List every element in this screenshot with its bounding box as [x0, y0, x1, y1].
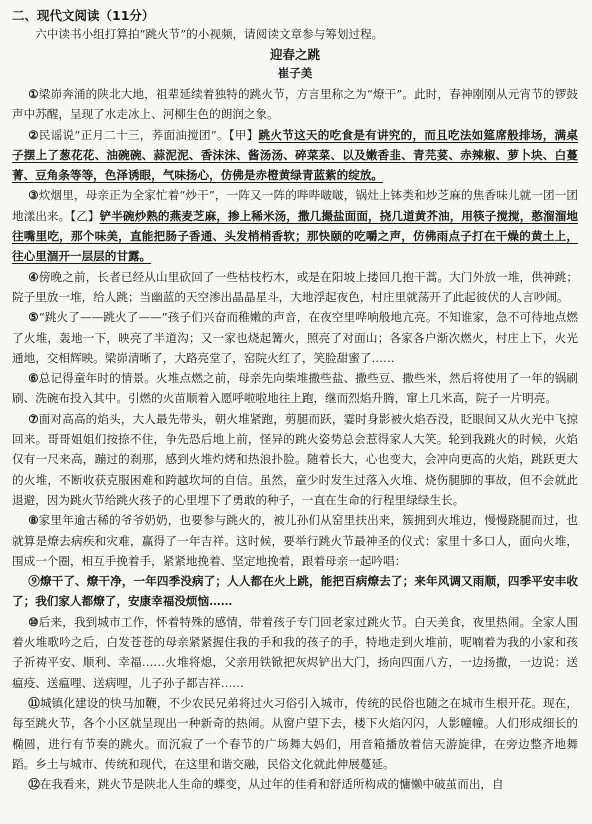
- paragraph-6: ⑥总记得童年时的情景。火堆点燃之前，母亲先向柴堆撒些盐、撒些豆、撒些米，然后将使用了一年的锅刷刷、洗碗布投入其中。引燃的火苗顺着入愿呼啦啦地往上跑，继而烈焰升腾，窜上几米高，院子一片明亮。: [12, 371, 578, 406]
- paragraph-2: ②民谣说“正月二十三，荞面油搅团”。【甲】跳火节这天的吃食是有讲究的，而且吃法如筵席般排场，满桌子摆上了葱花花、油碗碗、蒜泥泥、香沫沫、酱汤汤、碎菜菜、以及嫩香韭、青芫荽、赤辣椒、萝卜块、白蔓菁、豆角条等等，色泽诱眼，气味扬心，仿佛是赤橙黄绿青蓝紫的绽放。: [12, 127, 578, 183]
- paragraph-11: ⑪城镇化建设的快马加鞭，不少农民兄弟将过火习俗引入城市，传统的民俗也随之在城市生根开花。现在，每至跳火节，各个小区就呈现出一种新奇的热闹。从窗户望下去，楼下火焰闪闪，人影幢幢。人们形成细长的椭圆，进行有节奏的跳火。而沉寂了一个春节的广场舞大妈们，用音箱播放着信天游旋律，在旁边整齐地舞蹈。乡土与城市、传统和现代，在这里和谐交融，民俗文化就此伸展蔓延。: [12, 695, 578, 771]
- paragraph-12: ⑫在我看来，跳火节是陕北人生命的蝶变，从过年的佳肴和舒适所构成的慵懒中破茧而出，自: [28, 777, 504, 792]
- paragraph-10: ⑩后来，我到城市工作，怀着特殊的感情，带着孩子专门回老家过跳火节。白天美食，夜里热闹。全家人围着火堆歌吟之后，白发苍苍的母亲紧紧握住我的手和我的孩子的手，特地走到火堆前，呢喃着为我的小家和孩子祈祷平安、顺利、幸福……火堆将熄，父亲用铁锨把灰烬铲出大门，扬向四面八方，一边扬撒，一边说：送瘟疫、送瘟哩、送病哩，儿子孙子都吉祥……: [12, 614, 578, 690]
- section-heading: 二、现代文阅读（11分）: [12, 8, 155, 23]
- paragraph-1: ①梁峁奔涌的陕北大地，祖辈延续着独特的跳火节，方言里称之为“燎干”。此时，春神刚刚从元宵节的锣鼓声中苏醒，呈现了水走冰上、河柳生色的朗润之象。: [12, 87, 579, 122]
- paragraph-7: ⑦面对高高的焰头，大人最先带头，朝火堆紧跑，剪腿而跃，霎时身影被火焰吞没，眨眼间又从火光中飞掠回来。哥哥姐姐们按捺不住，争先恐后地上前，怪异的跳火姿势总会惹得家人大笑。轮到我跳火的时候，火焰仅有一尺来高，蹦过的刹那，感到火堆灼烤和热浪扑脸。随着长大，心也变大，会冲向更高的火焰，跳跃更大的火堆，不断收获克服困难和跨越坎坷的自信。虽然，童少时发生过落入火堆、烧伤腿脚的事故，但不会就此退避，因为跳火节给跳火孩子的心里埋下了勇敢的种子，一直在生命的行程里绿绿生长。: [12, 411, 578, 507]
- paragraph-8: ⑧家里年逾古稀的爷爷奶奶，也要参与跳火的，被儿孙们从窑里扶出来，簇拥到火堆边，慢慢跷腿而过，也就算是燎去病疾和灾难，赢得了一年吉祥。这时候，要举行跳火节最神圣的仪式：家里十多口人，面向火堆，围成一个圈，相互手挽着手，紧紧地挽着、坚定地挽着，跟着母亲一起吟唱：: [12, 513, 578, 568]
- underlined-passage-jia: 跳火节这天的吃食是有讲究的，而且吃法如筵席般排场，满桌子摆上了葱花花、油碗碗、蒜泥泥、香沫沫、酱汤汤、碎菜菜、以及嫩香韭、青芫荽、赤辣椒、萝卜块、白蔓菁、豆角条等等，色泽诱眼，气味扬心，仿佛是赤橙黄绿青蓝紫的绽放。: [12, 127, 578, 183]
- intro-text: 六中读书小组打算拍“跳火节”的小视频，请阅读文章参与筹划过程。: [35, 27, 384, 41]
- paragraph-4: ④傍晚之前，长者已经从山里砍回了一些枯枝朽木，或是在阳坡上搂回几抱干蒿。大门外放一堆，供神跳；院子里放一堆，给人跳；当幽蓝的天空渗出晶晶星斗，大地浮起夜色，村庄里就荡开了此起彼伏的人言吵闹。: [12, 269, 578, 304]
- paragraph-5: ⑤“跳火了——跳火了——”孩子们兴奋而稚嫩的声音，在夜空里哗响般地亢亮。不知谁家，急不可待地点燃了火堆，轰地一下，映亮了半道沟；又一家也烧起篝火，照亮了对面山；各家各户渐次燃火，村庄上下，火光通地，交相辉映。梁峁清晰了，大路亮堂了，窑院火红了，笑脸甜蜜了……: [12, 310, 578, 365]
- article-author: 崔子美: [277, 66, 313, 80]
- paragraph-9: ⑨燎干了、燎干净，一年四季没病了；人人都在火上跳，能把百病燎去了；来年风调又雨顺，四季平安丰收了；我们家人都燎了，安康幸福没烦恼……: [12, 574, 578, 609]
- article-title: 迎春之跳: [269, 47, 320, 62]
- underlined-passage-yi: 铲半碗炒熟的燕麦芝麻，掺上稀米汤，撒几撮盐面面，挠几道黄芥油，用筷子搅搅，憨溜溜地往嘴里吃，那个味美，直能把肠子香通、头发梢梢香软；那快颐的吃嚼之声，仿佛雨点子打在干燥的黄土上，往心里涸开一层层的甘露。: [12, 208, 578, 264]
- paragraph-3: ③炊烟里，母亲正为全家忙着“炒干”，一阵又一阵的哔哔啵啵，锅灶上钵类和炒芝麻的焦香味儿就一团一团地漾出来。【乙】铲半碗炒熟的燕麦芝麻，掺上稀米汤，撒几撮盐面面，挠几道黄芥油，用筷子搅搅，憨溜溜地往嘴里吃，那个味美，直能把肠子香通、头发梢梢香软；那快颐的吃嚼之声，仿佛雨点子打在干燥的黄土上，往心里涸开一层层的甘露。: [12, 188, 579, 264]
